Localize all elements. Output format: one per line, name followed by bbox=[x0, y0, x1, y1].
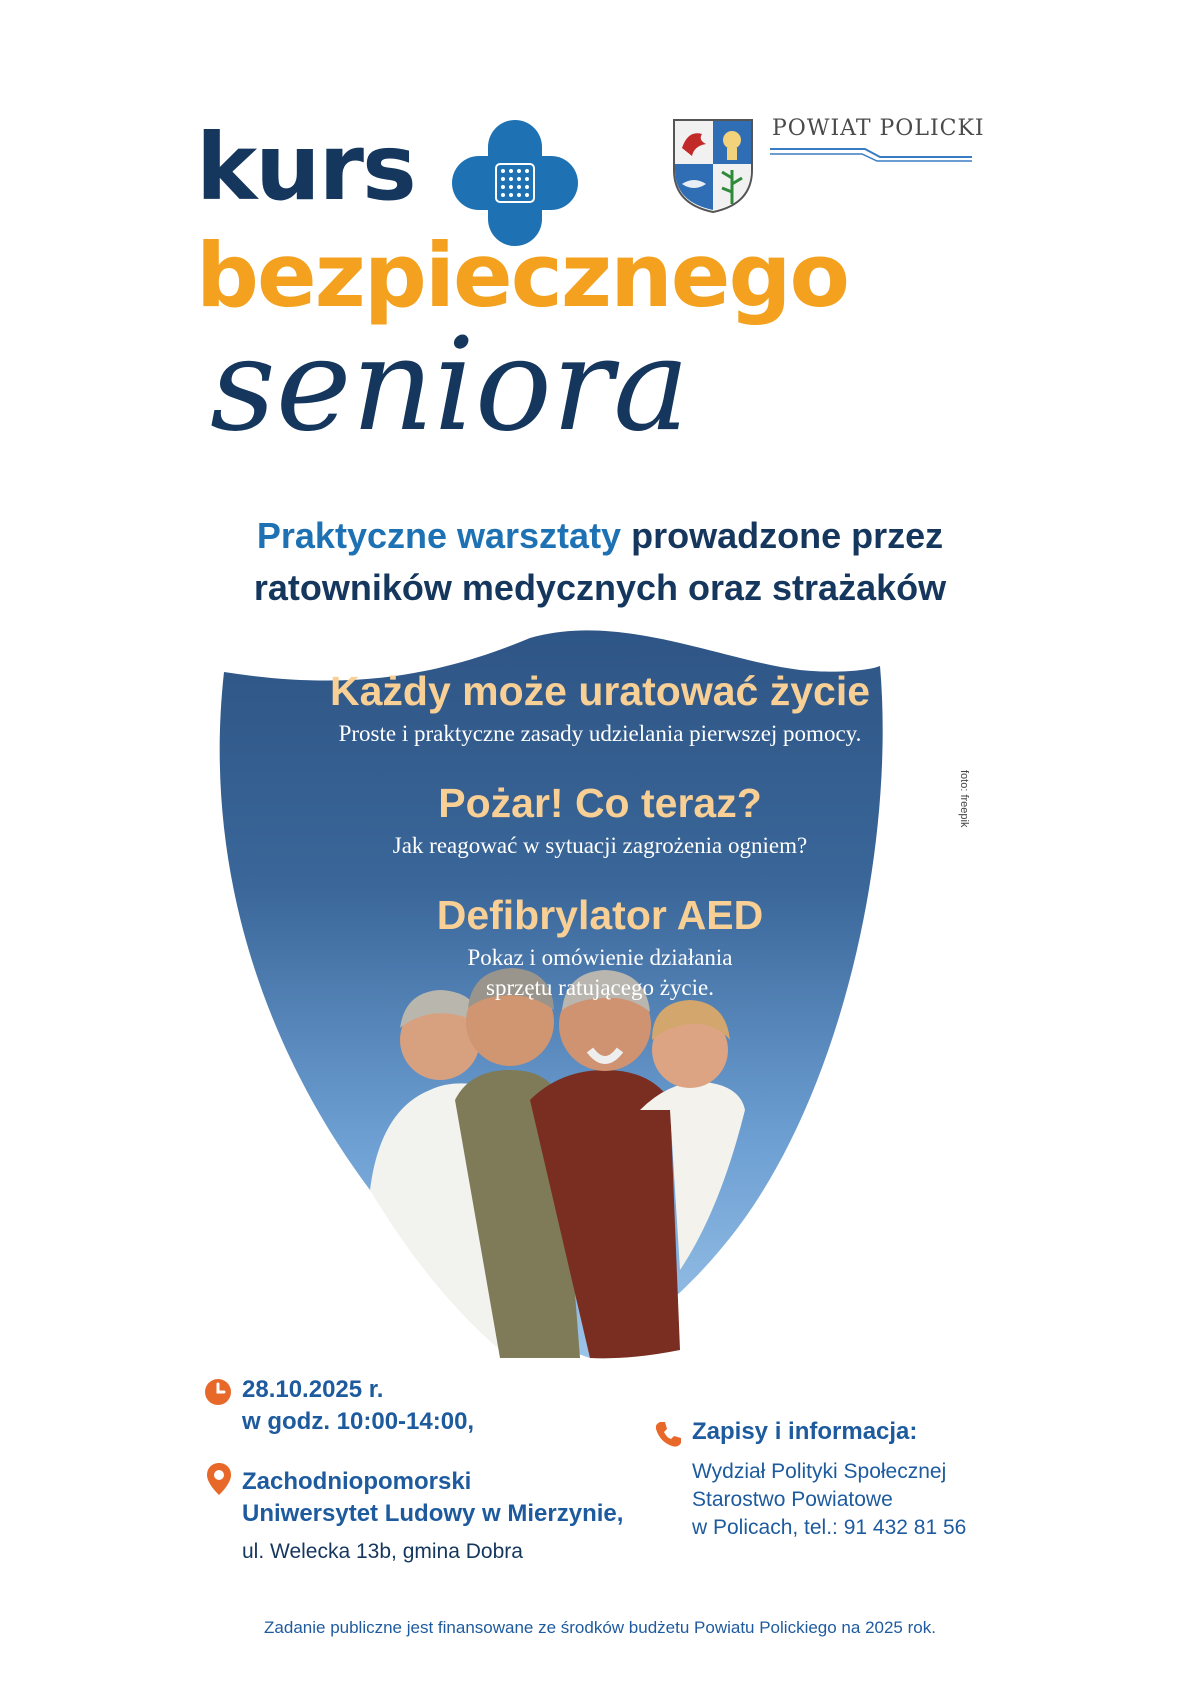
phone-icon bbox=[654, 1420, 682, 1448]
coat-of-arms-icon bbox=[672, 118, 754, 214]
subtitle-line2: ratowników medycznych oraz strażaków bbox=[253, 567, 947, 608]
title-kurs: kurs bbox=[196, 114, 415, 221]
venue-address: ul. Welecka 13b, gmina Dobra bbox=[242, 1540, 523, 1563]
logo-underline bbox=[770, 146, 972, 162]
section-aed bbox=[250, 892, 950, 1003]
contact-heading: Zapisy i informacja: bbox=[692, 1418, 918, 1445]
title-bezpiecznego: bezpiecznego bbox=[196, 224, 848, 327]
event-date: 28.10.2025 r. bbox=[242, 1376, 384, 1403]
section-fire bbox=[250, 780, 950, 861]
section-text: Proste i praktyczne zasady udzielania pierwszej pomocy. bbox=[338, 721, 862, 747]
location-pin-icon bbox=[206, 1462, 232, 1496]
photo-credit: foto: freepik bbox=[958, 770, 970, 828]
section-text: Jak reagować w sytuacji zagrożenia ogniem? bbox=[392, 833, 808, 859]
contact-line1: Wydział Polityki Społecznej bbox=[692, 1460, 947, 1483]
contact-line3: w Policach, tel.: 91 432 81 56 bbox=[692, 1516, 967, 1539]
venue-line2: Uniwersytet Ludowy w Mierzynie, bbox=[242, 1500, 624, 1527]
funding-note: Zadanie publiczne jest finansowane ze środków budżetu Powiatu Polickiego na 2025 rok. bbox=[264, 1618, 936, 1637]
subtitle bbox=[100, 510, 1100, 614]
subtitle-rest: prowadzone przez bbox=[621, 515, 944, 556]
subtitle-highlight: Praktyczne warsztaty bbox=[256, 515, 622, 556]
powiat-name: POWIAT POLICKI bbox=[772, 116, 985, 141]
section-title: Pożar! Co teraz? bbox=[438, 780, 762, 826]
section-title: Defibrylator AED bbox=[436, 892, 764, 938]
section-text: Pokaz i omówienie działania bbox=[467, 945, 733, 971]
event-time: w godz. 10:00-14:00, bbox=[242, 1408, 475, 1435]
venue-line1: Zachodniopomorski bbox=[242, 1468, 472, 1495]
title-seniora: seniora bbox=[210, 311, 690, 460]
section-text: sprzętu ratującego życie. bbox=[486, 975, 714, 1001]
section-first-aid bbox=[250, 668, 950, 749]
clock-icon bbox=[204, 1378, 232, 1406]
contact-line2: Starostwo Powiatowe bbox=[692, 1488, 893, 1511]
section-title: Każdy może uratować życie bbox=[329, 668, 871, 714]
